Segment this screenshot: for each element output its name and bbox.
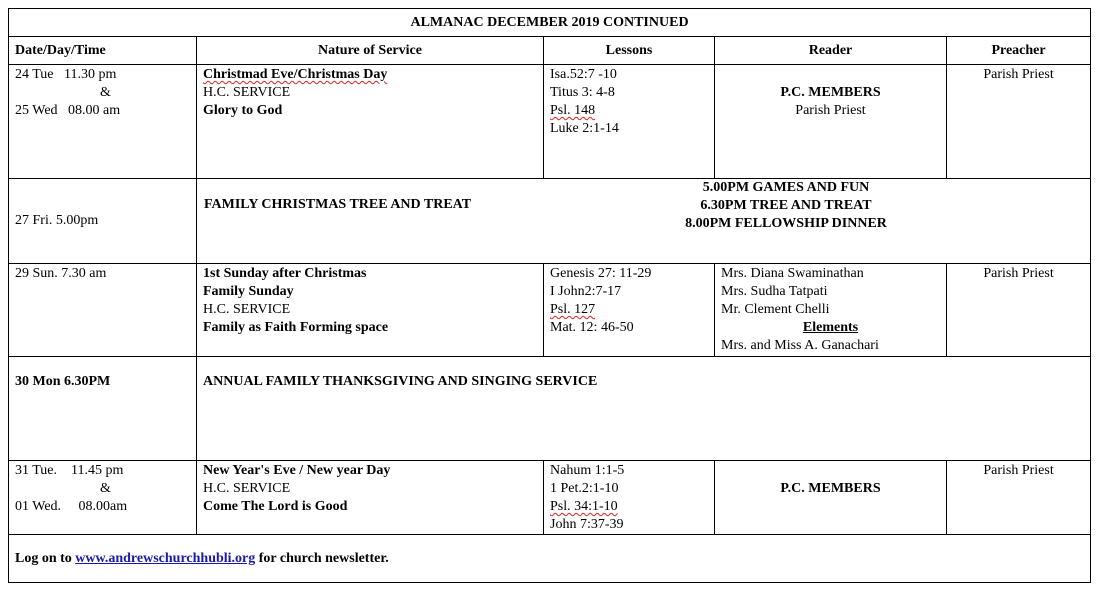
schedule-item: 8.00PM FELLOWSHIP DINNER bbox=[685, 216, 887, 231]
event-cell bbox=[197, 179, 1091, 264]
lessons-cell bbox=[544, 264, 715, 357]
elements-label: Elements bbox=[802, 320, 859, 335]
footer-row bbox=[9, 535, 1091, 583]
lesson: Luke 2:1-14 bbox=[550, 121, 619, 136]
lessons-cell bbox=[544, 65, 715, 179]
date-line: 24 Tue 11.30 pm bbox=[15, 67, 117, 82]
reader-name: Mrs. Diana Swaminathan bbox=[721, 266, 864, 281]
service-name: New Year's Eve / New year Day bbox=[203, 463, 391, 478]
service-type: H.C. SERVICE bbox=[203, 481, 291, 496]
service-theme: Glory to God bbox=[203, 103, 283, 118]
table-row bbox=[9, 357, 1091, 461]
preacher-cell: Parish Priest bbox=[947, 65, 1091, 179]
header-reader: Reader bbox=[715, 37, 947, 65]
lesson: Mat. 12: 46-50 bbox=[550, 320, 634, 335]
nature-cell bbox=[197, 264, 544, 357]
nature-cell bbox=[197, 65, 544, 179]
table-row bbox=[9, 179, 1091, 264]
date-cell: 29 Sun. 7.30 am bbox=[9, 264, 197, 357]
service-theme: Family as Faith Forming space bbox=[203, 320, 389, 335]
almanac-table bbox=[8, 8, 1091, 583]
lesson: Psl. 127 bbox=[550, 302, 596, 317]
reader-name: P.C. MEMBERS bbox=[780, 85, 881, 100]
lesson: Titus 3: 4-8 bbox=[550, 85, 615, 100]
date-cell bbox=[9, 461, 197, 535]
reader-name: Mrs. Sudha Tatpati bbox=[721, 284, 828, 299]
table-row bbox=[9, 461, 1091, 535]
lesson: Isa.52:7 -10 bbox=[550, 67, 617, 82]
header-nature: Nature of Service bbox=[197, 37, 544, 65]
header-row bbox=[9, 37, 1091, 65]
date-amp: & bbox=[100, 481, 111, 496]
title-row bbox=[9, 9, 1091, 37]
lessons-cell bbox=[544, 461, 715, 535]
lesson: Psl. 148 bbox=[550, 103, 596, 118]
event-title: ANNUAL FAMILY THANKSGIVING AND SINGING SERVICE bbox=[197, 357, 1091, 461]
header-preacher: Preacher bbox=[947, 37, 1091, 65]
reader-cell bbox=[715, 65, 947, 179]
reader-cell bbox=[715, 264, 947, 357]
header-date: Date/Day/Time bbox=[9, 37, 197, 65]
date-line: 31 Tue. 11.45 pm bbox=[15, 463, 124, 478]
lesson: John 7:37-39 bbox=[550, 517, 624, 532]
service-type: H.C. SERVICE bbox=[203, 302, 291, 317]
event-title: FAMILY CHRISTMAS TREE AND TREAT bbox=[204, 197, 472, 212]
header-lessons: Lessons bbox=[544, 37, 715, 65]
table-row bbox=[9, 264, 1091, 357]
table-row bbox=[9, 65, 1091, 179]
lesson: Nahum 1:1-5 bbox=[550, 463, 625, 478]
event-schedule bbox=[597, 179, 975, 233]
preacher-cell: Parish Priest bbox=[947, 461, 1091, 535]
lesson: I John2:7-17 bbox=[550, 284, 622, 299]
reader-cell: P.C. MEMBERS bbox=[715, 461, 947, 535]
service-type: H.C. SERVICE bbox=[203, 85, 291, 100]
preacher-cell: Parish Priest bbox=[947, 264, 1091, 357]
date-cell: 30 Mon 6.30PM bbox=[9, 357, 197, 461]
lesson: 1 Pet.2:1-10 bbox=[550, 481, 619, 496]
service-theme: Come The Lord is Good bbox=[203, 499, 348, 514]
date-cell bbox=[9, 65, 197, 179]
reader-name: Parish Priest bbox=[795, 103, 866, 118]
page-title: ALMANAC DECEMBER 2019 CONTINUED bbox=[9, 9, 1091, 37]
date-line: 25 Wed 08.00 am bbox=[15, 103, 121, 118]
date-amp: & bbox=[100, 85, 111, 100]
service-name: Family Sunday bbox=[203, 284, 294, 299]
date-line: 01 Wed. 08.00am bbox=[15, 499, 128, 514]
lesson: Psl. 34:1-10 bbox=[550, 499, 618, 514]
reader-name: Mr. Clement Chelli bbox=[721, 302, 830, 317]
lesson: Genesis 27: 11-29 bbox=[550, 266, 652, 281]
service-name: Christmad Eve/Christmas Day bbox=[203, 67, 388, 82]
footer-prefix: Log on to bbox=[15, 550, 76, 566]
footer-suffix: for church newsletter. bbox=[255, 550, 389, 566]
date-cell: 27 Fri. 5.00pm bbox=[9, 179, 197, 264]
service-name: 1st Sunday after Christmas bbox=[203, 266, 367, 281]
newsletter-link[interactable]: www.andrewschurchhubli.org bbox=[75, 550, 256, 566]
schedule-item: 5.00PM GAMES AND FUN bbox=[702, 180, 870, 195]
schedule-item: 6.30PM TREE AND TREAT bbox=[700, 198, 872, 213]
reader-name: Mrs. and Miss A. Ganachari bbox=[721, 338, 879, 353]
footer-note bbox=[9, 535, 1091, 583]
nature-cell bbox=[197, 461, 544, 535]
